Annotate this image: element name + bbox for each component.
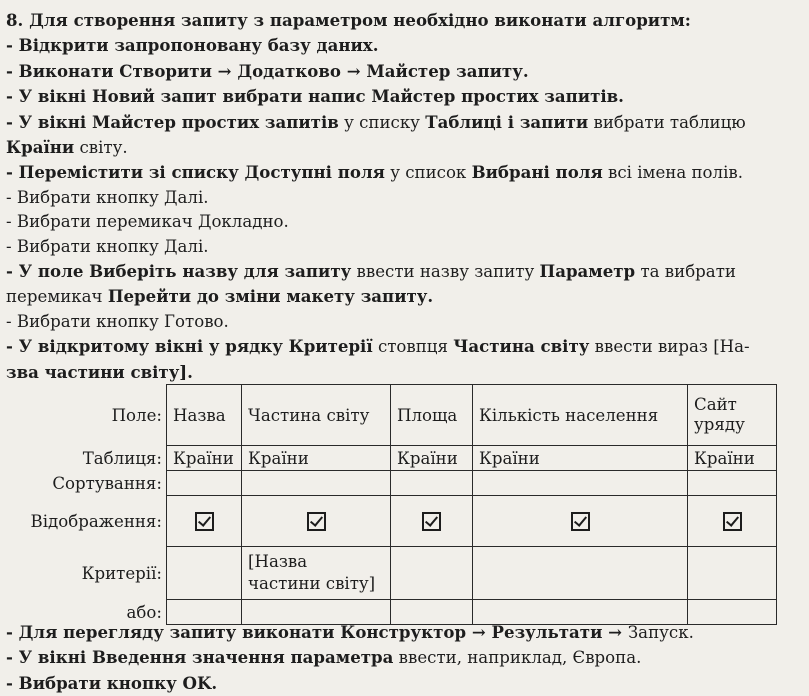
task-heading: 8. Для створення запиту з параметром необхідно виконати алгоритм: <box>6 10 691 30</box>
sort-cell <box>688 471 777 496</box>
step-wizard-cont: Країни світу. <box>6 137 128 158</box>
step-new-query: - У вікні Новий запит вибрати напис Майстер простих запитів. <box>6 86 624 107</box>
row-label-field: Поле: <box>111 405 162 425</box>
table-cell: Країни <box>242 446 391 471</box>
table-cell: Країни <box>688 446 777 471</box>
query-design-grid <box>6 384 777 625</box>
row-label-criteria: Критерії: <box>81 563 162 583</box>
show-cell <box>688 496 777 547</box>
table-cell: Країни <box>167 446 242 471</box>
step-criteria: - У відкритому вікні у рядку Критерії стовпця Частина світу ввести вираз [На- <box>6 336 750 357</box>
step-move-fields: - Перемістити зі списку Доступні поля у список Вибрані поля всі імена полів. <box>6 162 744 183</box>
criteria-cell <box>688 547 777 600</box>
checkbox-checked-icon <box>422 512 441 531</box>
grid-row-sort <box>6 471 777 496</box>
step-criteria-cont: зва частини світу]. <box>6 361 193 382</box>
step-finish: - Вибрати кнопку Готово. <box>6 311 229 331</box>
criteria-cell <box>167 547 242 600</box>
sort-cell <box>391 471 473 496</box>
field-cell: Сайт уряду <box>688 385 777 446</box>
step-next-2: - Вибрати кнопку Далі. <box>6 236 209 256</box>
sort-cell <box>473 471 688 496</box>
field-cell: Частина світу <box>242 385 391 446</box>
step-wizard: - У вікні Майстер простих запитів у списку Таблиці і запити вибрати таблицю <box>6 111 746 132</box>
checkbox-checked-icon <box>723 512 742 531</box>
step-name-query: - У поле Виберіть назву для запиту ввести назву запиту Параметр та вибрати <box>6 261 736 282</box>
step-next-1: - Вибрати кнопку Далі. <box>6 187 209 207</box>
step-name-query-cont: перемикач Перейти до зміни макету запиту. <box>6 286 434 307</box>
step-run-query: - Для перегляду запиту виконати Конструктор → Результати → Запуск. <box>6 622 694 642</box>
show-cell <box>391 496 473 547</box>
checkbox-checked-icon <box>571 512 590 531</box>
sort-cell <box>242 471 391 496</box>
row-label-sort: Сортування: <box>52 473 162 493</box>
row-label-table: Таблиця: <box>82 448 162 468</box>
criteria-cell-part-of-world: [Назва частини світу] <box>242 547 391 600</box>
closing-steps <box>6 620 694 696</box>
step-ok: - Вибрати кнопку OK. <box>6 672 218 693</box>
sort-cell <box>167 471 242 496</box>
step-detailed: - Вибрати перемикач Докладно. <box>6 212 289 232</box>
checkbox-checked-icon <box>307 512 326 531</box>
show-cell <box>473 496 688 547</box>
table-cell: Країни <box>473 446 688 471</box>
grid-row-criteria <box>6 547 777 600</box>
table-cell: Країни <box>391 446 473 471</box>
document-body <box>6 8 802 622</box>
grid-row-table <box>6 446 777 471</box>
row-label-show: Відображення: <box>30 511 162 531</box>
show-cell <box>167 496 242 547</box>
field-cell: Назва <box>167 385 242 446</box>
step-create: - Виконати Створити → Додатково → Майстер запиту. <box>6 60 529 81</box>
criteria-cell <box>391 547 473 600</box>
or-cell <box>688 600 777 625</box>
criteria-cell <box>473 547 688 600</box>
step-enter-param: - У вікні Введення значення параметра ввести, наприклад, Європа. <box>6 647 642 668</box>
grid-row-field <box>6 385 777 446</box>
field-cell: Кількість населення <box>473 385 688 446</box>
row-label-or: або: <box>126 602 162 622</box>
checkbox-checked-icon <box>195 512 214 531</box>
grid-row-show <box>6 496 777 547</box>
step-open-db: - Відкрити запропоновану базу даних. <box>6 35 379 56</box>
field-cell: Площа <box>391 385 473 446</box>
show-cell <box>242 496 391 547</box>
